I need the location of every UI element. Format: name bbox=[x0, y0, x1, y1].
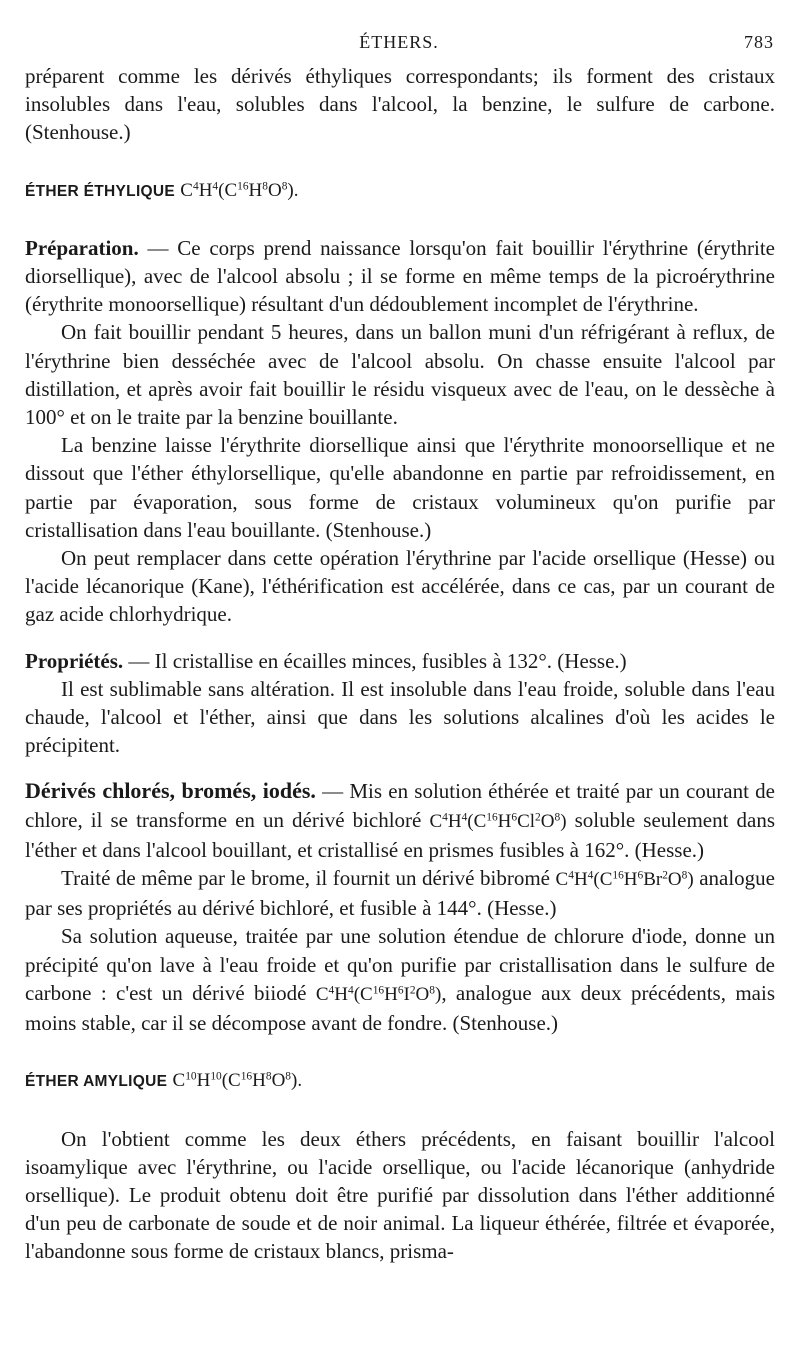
text-brome-a: Traité de même par le brome, il fournit un dérivé bibromé bbox=[61, 866, 556, 891]
formula-ether-amylique: $C^{10}H^{10}(C^{16}H^8O^8)$. bbox=[172, 1070, 303, 1092]
text-proprietes: — Il cristallise en écailles minces, fusibles à 132°. (Hesse.) bbox=[123, 648, 627, 673]
text-derives-a: — Mis en solution éthérée et traité par un courant de chlore, il se transforme en un dérivé bichloré bbox=[25, 779, 775, 832]
formula-biiode: $C^4H^4(C^{16}H^6I^2O^8)$ bbox=[315, 983, 442, 1005]
formula-bichlore: $C^4H^4(C^{16}H^6Cl^2O^8)$ bbox=[429, 810, 567, 832]
heading-ether-amylique bbox=[25, 1065, 775, 1096]
text-iode-b: , analogue aux deux précédents, mais moins stable, car il se décompose avant de fondre. (Stenhouse.) bbox=[25, 980, 776, 1036]
label-derives: Dérivés chlorés, bromés, iodés. bbox=[25, 778, 316, 804]
heading-ether-amylique-label: ÉTHER AMYLIQUE bbox=[25, 1073, 168, 1091]
running-title: ÉTHERS. bbox=[359, 32, 439, 52]
paragraph-amylique: On l'obtient comme les deux éthers précédents, en faisant bouillir l'alcool isoamylique avec l'érythrine, ou l'acide orsellique, ou l'acide lécanorique (anhydride orsellique). Le produit obtenu doit être purifié par dissolution dans l'éther additionné d'un peu de carbonate de soude et de noir animal. La liqueur éthérée, filtrée et évaporée, l'abandonne sous forme de cristaux blancs, prisma- bbox=[25, 1126, 775, 1264]
paragraph-derives bbox=[25, 777, 775, 864]
page-number: 783 bbox=[744, 32, 774, 52]
paragraph-intro: préparent comme les dérivés éthyliques correspondants; ils forment des cristaux insolubles dans l'eau, solubles dans l'alcool, la benzine, le sulfure de carbone. (Stenhouse.) bbox=[25, 64, 775, 145]
text-iode-a: Sa solution aqueuse, traitée par une solution étendue de chlorure d'iode, donne un précipité qu'on lave à l'eau froide et qu'on purifie par cristallisation dans le sulfure de carbone : c'est un dérivé biiodé bbox=[25, 924, 775, 1005]
paragraph-benzine: La benzine laisse l'érythrite diorsellique ainsi que l'érythrite monoorsellique et ne dissout que l'éther éthylorsellique, qu'elle abandonne en partie par refroidissement, en partie par évaporation, sous forme de cristaux volumineux qu'on purifie par cristallisation dans l'eau bouillante. (Stenhouse.) bbox=[25, 433, 775, 542]
paragraph-bouillir: On fait bouillir pendant 5 heures, dans un ballon muni d'un réfrigérant à reflux, de l'érythrine bien desséchée avec de l'alcool absolu. On chasse ensuite l'alcool par distillation, et après avoir fait bouillir le résidu visqueux avec de l'eau, on le dessèche à 100° et on le traite par la benzine bouillante. bbox=[25, 320, 775, 430]
paragraph-remplacer: On peut remplacer dans cette opération l'érythrine par l'acide orsellique (Hesse) ou l'acide lécanorique (Kane), l'éthérification est accélérée, dans ce cas, par un courant de gaz acide chlorhydrique. bbox=[25, 546, 775, 627]
running-header bbox=[24, 32, 774, 56]
label-preparation: Préparation. bbox=[25, 235, 139, 260]
page-body bbox=[25, 62, 775, 1266]
paragraph-iode bbox=[25, 922, 775, 1037]
heading-ether-ethylique-label: ÉTHER ÉTHYLIQUE bbox=[25, 182, 176, 200]
paragraph-proprietes bbox=[25, 647, 775, 675]
paragraph-brome bbox=[25, 864, 775, 922]
paragraph-preparation bbox=[25, 234, 775, 319]
formula-ether-ethylique: $C^4H^4(C^{16}H^8O^8)$. bbox=[180, 179, 299, 201]
text-brome-b: analogue par ses propriétés au dérivé bichloré, et fusible à 144°. (Hesse.) bbox=[25, 866, 776, 921]
paragraph-sublimable: Il est sublimable sans altération. Il est insoluble dans l'eau froide, soluble dans l'eau chaude, l'alcool et l'éther, ainsi que dans les solutions alcalines d'où les acides le précipitent. bbox=[25, 676, 775, 758]
text-derives-b: soluble seulement dans l'éther et dans l'alcool bouillant, et cristallisé en prismes fusibles à 162°. (Hesse.) bbox=[25, 807, 775, 862]
formula-bibrome: $C^4H^4(C^{16}H^6Br^2O^8)$ bbox=[555, 869, 694, 891]
heading-ether-ethylique bbox=[25, 175, 775, 206]
label-proprietes: Propriétés. bbox=[25, 648, 124, 673]
text-preparation: — Ce corps prend naissance lorsqu'on fait bouillir l'érythrine (érythrite diorsellique), avec de l'alcool absolu ; il se forme en même temps de la picroérythrine (érythrite monoorsellique) résultant d'un dédoublement incomplet de l'érythrine. bbox=[25, 235, 775, 317]
